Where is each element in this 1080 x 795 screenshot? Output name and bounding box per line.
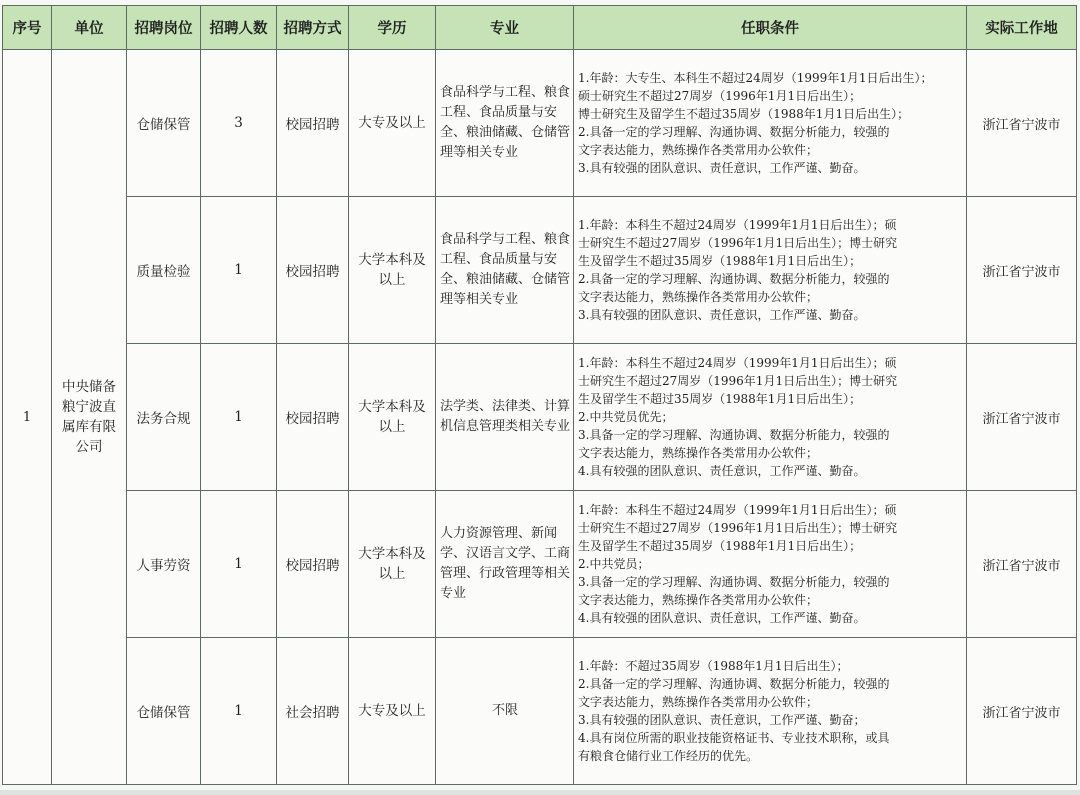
requirement-line: 士研究生不超过27周岁（1996年1月1日后出生）；博士研究 [578,521,898,535]
requirement-line: 有粮食仓储行业工作经历的优先。 [578,749,759,763]
requirement-line: 1.年龄：本科生不超过24周岁（1999年1月1日后出生）；硕 [578,218,897,232]
table-row [3,491,1077,638]
requirement-line: 士研究生不超过27周岁（1996年1月1日后出生）；博士研究 [578,374,898,388]
location-cell: 浙江省宁波市 [967,638,1077,785]
requirement-line: 生及留学生不超过35周岁（1988年1月1日后出生）； [578,539,862,553]
method-cell: 社会招聘 [277,638,349,785]
requirement-line: 3.具备一定的学习理解、沟通协调、数据分析能力，较强的 [578,428,890,442]
header-index: 序号 [3,6,52,50]
page-bottom-edge [0,790,1080,795]
requirements-cell [574,491,967,638]
unit-cell: 中央储备粮宁波直属库有限公司 [52,50,127,785]
position-cell: 质量检验 [127,197,201,344]
requirement-line: 文字表达能力，熟练操作各类常用办公软件； [578,290,819,304]
requirement-line: 2.中共党员； [578,557,650,571]
major-cell: 食品科学与工程、粮食工程、食品质量与安全、粮油储藏、仓储管理等相关专业 [436,197,574,344]
requirement-line: 1.年龄：大专生、本科生不超过24周岁（1999年1月1日后出生）； [578,71,933,85]
education-cell: 大专及以上 [349,638,436,785]
position-cell: 法务合规 [127,344,201,491]
count-cell: 1 [201,491,277,638]
requirement-line: 3.具有较强的团队意识、责任意识，工作严谨、勤奋。 [578,308,866,322]
major-cell: 食品科学与工程、粮食工程、食品质量与安全、粮油储藏、仓储管理等相关专业 [436,50,574,197]
requirements-cell [574,638,967,785]
requirement-line: 2.具备一定的学习理解、沟通协调、数据分析能力，较强的 [578,125,890,139]
requirement-line: 3.具备一定的学习理解、沟通协调、数据分析能力，较强的 [578,575,890,589]
table-row [3,50,1077,197]
requirement-line: 2.中共党员优先； [578,410,674,424]
location-cell: 浙江省宁波市 [967,491,1077,638]
major-cell: 人力资源管理、新闻学、汉语言文学、工商管理、行政管理等相关专业 [436,491,574,638]
requirements-cell [574,50,967,197]
requirement-line: 2.具备一定的学习理解、沟通协调、数据分析能力，较强的 [578,677,890,691]
header-method: 招聘方式 [277,6,349,50]
count-cell: 1 [201,344,277,491]
requirement-line: 4.具有较强的团队意识、责任意识，工作严谨、勤奋。 [578,464,866,478]
requirement-line: 文字表达能力，熟练操作各类常用办公软件； [578,143,819,157]
requirement-line: 士研究生不超过27周岁（1996年1月1日后出生）；博士研究 [578,236,898,250]
requirement-line: 4.具有岗位所需的职业技能资格证书、专业技术职称，或具 [578,731,890,745]
requirement-line: 3.具有较强的团队意识、责任意识，工作严谨、勤奋； [578,713,866,727]
method-cell: 校园招聘 [277,344,349,491]
method-cell: 校园招聘 [277,197,349,344]
method-cell: 校园招聘 [277,491,349,638]
position-cell: 人事劳资 [127,491,201,638]
header-position: 招聘岗位 [127,6,201,50]
header-location: 实际工作地 [967,6,1077,50]
requirement-line: 4.具有较强的团队意识、责任意识，工作严谨、勤奋。 [578,611,866,625]
requirement-line: 生及留学生不超过35周岁（1988年1月1日后出生）； [578,392,862,406]
table-row [3,344,1077,491]
header-major: 专业 [436,6,574,50]
major-cell: 法学类、法律类、计算机信息管理类相关专业 [436,344,574,491]
location-cell: 浙江省宁波市 [967,197,1077,344]
table-row [3,638,1077,785]
header-education: 学历 [349,6,436,50]
recruitment-table [2,5,1077,785]
requirements-cell [574,197,967,344]
method-cell: 校园招聘 [277,50,349,197]
requirement-line: 博士研究生及留学生不超过35周岁（1988年1月1日后出生）； [578,107,910,121]
major-cell: 不限 [436,638,574,785]
header-count: 招聘人数 [201,6,277,50]
requirements-cell [574,344,967,491]
position-cell: 仓储保管 [127,50,201,197]
location-cell: 浙江省宁波市 [967,344,1077,491]
count-cell: 1 [201,638,277,785]
requirement-line: 3.具有较强的团队意识、责任意识，工作严谨、勤奋。 [578,161,866,175]
requirement-line: 1.年龄：本科生不超过24周岁（1999年1月1日后出生）；硕 [578,356,897,370]
location-cell: 浙江省宁波市 [967,50,1077,197]
header-row [3,6,1077,50]
count-cell: 1 [201,197,277,344]
header-requirements: 任职条件 [574,6,967,50]
education-cell: 大学本科及以上 [349,491,436,638]
requirement-line: 生及留学生不超过35周岁（1988年1月1日后出生）； [578,254,862,268]
requirement-line: 1.年龄：本科生不超过24周岁（1999年1月1日后出生）；硕 [578,503,897,517]
index-cell: 1 [3,50,52,785]
table-row [3,197,1077,344]
requirement-line: 文字表达能力，熟练操作各类常用办公软件； [578,695,819,709]
requirement-line: 文字表达能力，熟练操作各类常用办公软件； [578,593,819,607]
education-cell: 大学本科及以上 [349,344,436,491]
requirement-line: 硕士研究生不超过27周岁（1996年1月1日后出生）； [578,89,862,103]
requirement-line: 2.具备一定的学习理解、沟通协调、数据分析能力，较强的 [578,272,890,286]
requirement-line: 文字表达能力，熟练操作各类常用办公软件； [578,446,819,460]
count-cell: 3 [201,50,277,197]
education-cell: 大专及以上 [349,50,436,197]
requirement-line: 1.年龄：不超过35周岁（1988年1月1日后出生）； [578,659,849,673]
position-cell: 仓储保管 [127,638,201,785]
education-cell: 大学本科及以上 [349,197,436,344]
header-unit: 单位 [52,6,127,50]
